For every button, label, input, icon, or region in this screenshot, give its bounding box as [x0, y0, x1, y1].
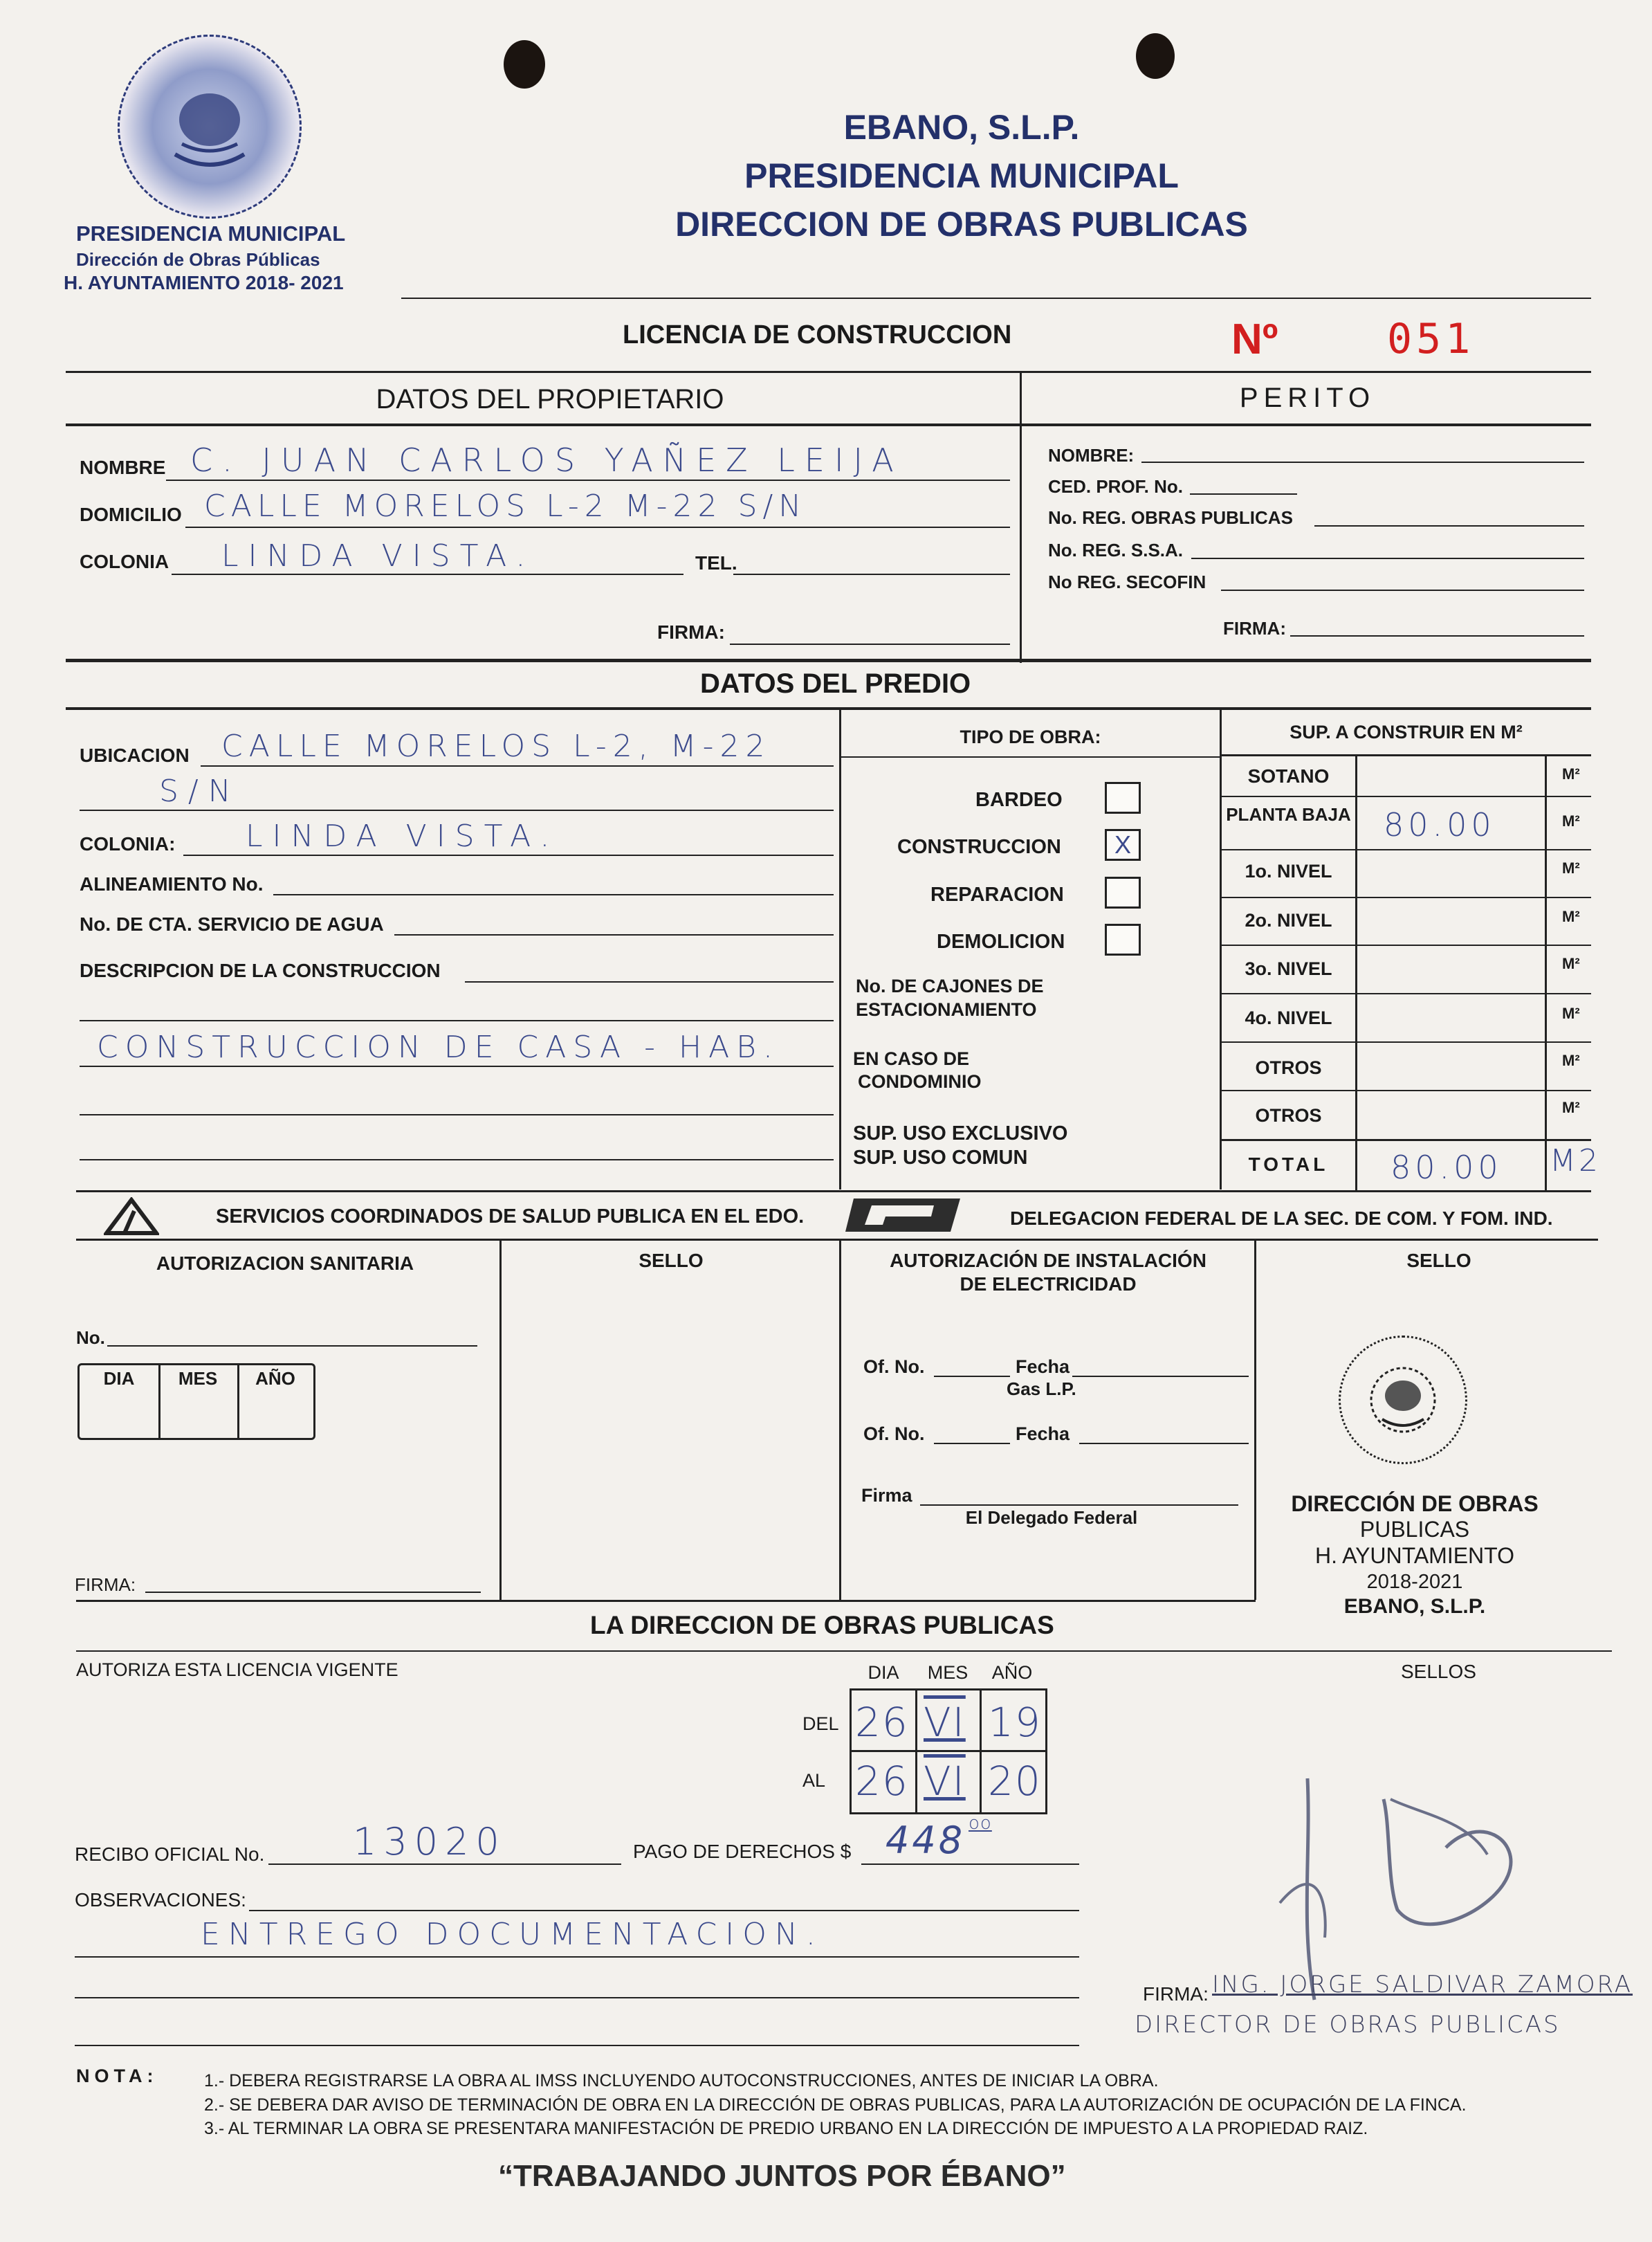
divider — [66, 371, 1591, 373]
tel-label: TEL. — [695, 552, 737, 574]
sup-comun-label: SUP. USO COMUN — [853, 1147, 1028, 1169]
divider — [66, 659, 1591, 662]
date-col: DIA — [868, 1662, 899, 1683]
nota-item: 3.- AL TERMINAR LA OBRA SE PRESENTARA MANIFESTACIÓN DE PREDIO URBANO EN LA DIRECCIÓN DE IMPUESTO A LA PROPIEDAD RAIZ. — [204, 2119, 1368, 2138]
nota-item: 2.- SE DEBERA DAR AVISO DE TERMINACIÓN DE OBRA EN LA DIRECCIÓN DE OBRAS PUBLICAS, PARA LA AUTORIZACIÓN DE OCUPACIÓN DE LA FINCA. — [204, 2095, 1467, 2115]
pago-cents-mark: oo — [969, 1813, 992, 1834]
license-number-label: Nº — [1231, 316, 1278, 363]
divider — [401, 298, 1591, 299]
sup-unit: M² — [1562, 1052, 1580, 1069]
date-col: MES — [927, 1662, 969, 1683]
sup-row-label: 3o. NIVEL — [1245, 958, 1332, 979]
tipo-obra-construccion: CONSTRUCCION — [897, 836, 1061, 858]
nombre-value[interactable]: C. JUAN CARLOS YAÑEZ LEIJA — [190, 441, 903, 479]
perito-reg-ssa-label: No. REG. S.S.A. — [1048, 540, 1184, 560]
delegacion-logo-icon — [844, 1196, 962, 1234]
divider — [1020, 372, 1022, 663]
del-label: DEL — [802, 1713, 839, 1734]
demolicion-checkbox[interactable] — [1105, 924, 1141, 956]
divider — [499, 1240, 502, 1600]
divider — [76, 1239, 1598, 1241]
sup-unit: M² — [1562, 859, 1580, 877]
recibo-label: RECIBO OFICIAL No. — [75, 1843, 265, 1865]
license-title: LICENCIA DE CONSTRUCCION — [623, 320, 1012, 349]
director-title: DIRECTOR DE OBRAS PUBLICAS — [1135, 2011, 1561, 2039]
tipo-obra-bardeo: BARDEO — [975, 789, 1063, 811]
colonia-value[interactable]: LINDA VISTA. — [221, 538, 535, 574]
colonia-label: COLONIA — [80, 551, 169, 572]
fecha-label: Fecha — [1016, 1423, 1070, 1444]
al-dia[interactable]: 26 — [855, 1758, 909, 1805]
license-number: 051 — [1387, 315, 1475, 363]
alineamiento-label: ALINEAMIENTO No. — [80, 873, 264, 895]
divider — [66, 707, 1591, 710]
recibo-value[interactable]: 13020 — [353, 1820, 506, 1863]
del-ano[interactable]: 19 — [988, 1699, 1042, 1746]
salud-logo-icon — [104, 1197, 159, 1237]
divider — [1221, 897, 1591, 898]
of-no-label: Of. No. — [863, 1423, 925, 1444]
sup-total-label: TOTAL — [1248, 1154, 1329, 1175]
cta-agua-label: No. DE CTA. SERVICIO DE AGUA — [80, 913, 384, 935]
sup-row-label: SOTANO — [1247, 765, 1330, 787]
nota-item: 1.- DEBERA REGISTRARSE LA OBRA AL IMSS INCLUYENDO AUTOCONSTRUCCIONES, ANTES DE INICIAR LA OBRA. — [204, 2071, 1159, 2090]
director-name: ING. JORGE SALDIVAR ZAMORA — [1212, 1971, 1633, 1998]
divider — [1355, 756, 1357, 1192]
divider — [1545, 756, 1547, 1192]
autoriza-label: AUTORIZA ESTA LICENCIA VIGENTE — [76, 1659, 398, 1680]
perito-firma-label: FIRMA: — [1223, 618, 1286, 639]
firma-delegado-label: Firma — [861, 1485, 912, 1506]
sup-row-label: 1o. NIVEL — [1245, 861, 1332, 882]
autorizacion-electricidad-label1: AUTORIZACIÓN DE INSTALACIÓN — [890, 1250, 1206, 1271]
perito-reg-obras-label: No. REG. OBRAS PUBLICAS — [1048, 507, 1293, 528]
al-label: AL — [802, 1770, 826, 1791]
stamp-line5: EBANO, S.L.P. — [1343, 1595, 1486, 1618]
sup-unit: M² — [1562, 1099, 1580, 1116]
stamp-line2: PUBLICAS — [1359, 1517, 1470, 1542]
date-col: AÑO — [255, 1368, 295, 1389]
divider — [1221, 993, 1591, 994]
punch-hole-left — [504, 40, 545, 89]
autorizacion-electricidad-label2: DE ELECTRICIDAD — [960, 1273, 1137, 1295]
divider — [76, 1600, 1256, 1602]
ubicacion-value[interactable]: CALLE MORELOS L-2, M-22 — [221, 729, 771, 764]
stamp-line1: DIRECCIÓN DE OBRAS — [1291, 1491, 1539, 1516]
stamp-line3: H. AYUNTAMIENTO — [1314, 1543, 1515, 1568]
nombre-label: NOMBRE — [80, 457, 166, 478]
of-no-label: Of. No. — [863, 1356, 925, 1377]
divider — [1221, 754, 1591, 756]
propietario-heading: DATOS DEL PROPIETARIO — [376, 384, 724, 414]
divider — [1221, 1041, 1591, 1043]
al-ano[interactable]: 20 — [988, 1758, 1042, 1805]
sup-row-label: OTROS — [1255, 1105, 1322, 1126]
salud-no-label: No. — [76, 1327, 105, 1348]
checkbox-mark: X — [1114, 830, 1131, 859]
sup-unit: M² — [1562, 765, 1580, 783]
direccion-heading: LA DIRECCION DE OBRAS PUBLICAS — [590, 1611, 1054, 1639]
observaciones-label: OBSERVACIONES: — [75, 1889, 246, 1911]
date-col: DIA — [103, 1368, 135, 1389]
bardeo-checkbox[interactable] — [1105, 782, 1141, 814]
descripcion-label: DESCRIPCION DE LA CONSTRUCCION — [80, 960, 441, 981]
date-col: AÑO — [991, 1662, 1033, 1683]
logo-line1: PRESIDENCIA MUNICIPAL — [76, 221, 346, 246]
logo-line2: Dirección de Obras Públicas — [76, 249, 320, 270]
sup-row-label: PLANTA BAJA — [1226, 804, 1351, 825]
ubicacion-value2[interactable]: S/N — [159, 774, 241, 809]
divider — [76, 1650, 1612, 1652]
sup-row-label: 2o. NIVEL — [1245, 910, 1332, 931]
cajones-label1: No. DE CAJONES DE — [856, 976, 1044, 996]
salud-date-box — [77, 1363, 315, 1440]
date-col: MES — [178, 1368, 218, 1389]
logo-line3: H. AYUNTAMIENTO 2018- 2021 — [64, 272, 344, 293]
header-direccion: DIRECCION DE OBRAS PUBLICAS — [675, 205, 1248, 244]
header-presidencia: PRESIDENCIA MUNICIPAL — [744, 156, 1179, 195]
perito-reg-secofin-label: No REG. SECOFIN — [1048, 572, 1206, 592]
sellos-label: SELLOS — [1401, 1661, 1476, 1682]
sup-unit: M² — [1562, 908, 1580, 925]
predio-colonia-value[interactable]: LINDA VISTA. — [246, 819, 560, 854]
perito-ced-label: CED. PROF. No. — [1048, 476, 1184, 497]
domicilio-value[interactable]: CALLE MORELOS L-2 M-22 S/N — [204, 489, 807, 524]
observaciones-value[interactable]: ENTREGO DOCUMENTACION. — [201, 1917, 824, 1952]
condominio-label2: CONDOMINIO — [858, 1071, 982, 1092]
sup-row-label: 4o. NIVEL — [1245, 1008, 1332, 1028]
divider — [66, 423, 1591, 426]
pago-label: PAGO DE DERECHOS $ — [633, 1841, 852, 1862]
predio-heading: DATOS DEL PREDIO — [700, 668, 971, 699]
director-firma-label: FIRMA: — [1143, 1983, 1209, 2005]
tipo-obra-demolicion: DEMOLICION — [937, 931, 1065, 953]
header-city: EBANO, S.L.P. — [843, 108, 1080, 147]
divider — [839, 709, 841, 1190]
perito-nombre-label: NOMBRE: — [1048, 445, 1135, 466]
salud-banner: SERVICIOS COORDINADOS DE SALUD PUBLICA EN EL EDO. — [216, 1205, 805, 1228]
reparacion-checkbox[interactable] — [1105, 877, 1141, 909]
perito-heading: PERITO — [1239, 383, 1376, 413]
sup-exclusivo-label: SUP. USO EXCLUSIVO — [853, 1122, 1068, 1145]
divider — [76, 1190, 1591, 1192]
slogan: “TRABAJANDO JUNTOS POR ÉBANO” — [498, 2159, 1066, 2193]
divider — [1221, 945, 1591, 946]
sello-delegacion-label: SELLO — [1406, 1250, 1471, 1271]
al-mes[interactable]: VI — [924, 1758, 966, 1805]
sup-unit: M² — [1562, 955, 1580, 972]
divider — [841, 756, 1221, 758]
mexico-seal-icon — [118, 35, 302, 219]
divider — [1221, 796, 1591, 797]
pago-value[interactable]: 448 — [885, 1819, 966, 1862]
cajones-label2: ESTACIONAMIENTO — [856, 999, 1037, 1020]
tipo-obra-heading: TIPO DE OBRA: — [960, 727, 1101, 747]
tipo-obra-reparacion: REPARACION — [930, 884, 1064, 906]
predio-colonia-label: COLONIA: — [80, 833, 176, 855]
salud-firma-label: FIRMA: — [75, 1574, 136, 1595]
stamp-line4: 2018-2021 — [1366, 1571, 1463, 1593]
sup-total-unit[interactable]: M2 — [1550, 1143, 1601, 1178]
punch-hole-right — [1136, 33, 1175, 79]
condominio-label1: EN CASO DE — [853, 1048, 970, 1069]
autorizacion-sanitaria-label: AUTORIZACION SANITARIA — [156, 1252, 414, 1274]
obras-publicas-stamp-icon — [1339, 1336, 1467, 1464]
del-dia[interactable]: 26 — [855, 1699, 909, 1746]
delegacion-banner: DELEGACION FEDERAL DE LA SEC. DE COM. Y FOM. IND. — [1010, 1207, 1553, 1229]
superficie-heading: SUP. A CONSTRUIR EN M² — [1290, 722, 1523, 742]
gas-label: Gas L.P. — [1007, 1378, 1076, 1399]
nota-label: NOTA: — [76, 2066, 158, 2086]
delegado-federal-label: El Delegado Federal — [965, 1507, 1138, 1528]
descripcion-value[interactable]: CONSTRUCCION DE CASA - HAB. — [97, 1030, 780, 1065]
sup-row-value[interactable]: 80.00 — [1384, 806, 1496, 844]
sup-unit: M² — [1562, 1005, 1580, 1022]
sup-row-label: OTROS — [1255, 1057, 1322, 1078]
domicilio-label: DOMICILIO — [80, 504, 182, 525]
sello-salud-label: SELLO — [639, 1250, 704, 1271]
ubicacion-label: UBICACION — [80, 745, 190, 766]
sup-total-value[interactable]: 80.00 — [1391, 1149, 1503, 1186]
del-mes[interactable]: VI — [924, 1699, 966, 1746]
fecha-label: Fecha — [1016, 1356, 1070, 1377]
divider — [1221, 1090, 1591, 1091]
divider — [1221, 1139, 1591, 1141]
construccion-checkbox[interactable] — [1105, 829, 1141, 861]
sup-unit: M² — [1562, 812, 1580, 830]
propietario-firma-label: FIRMA: — [657, 621, 725, 643]
divider — [1221, 849, 1591, 850]
